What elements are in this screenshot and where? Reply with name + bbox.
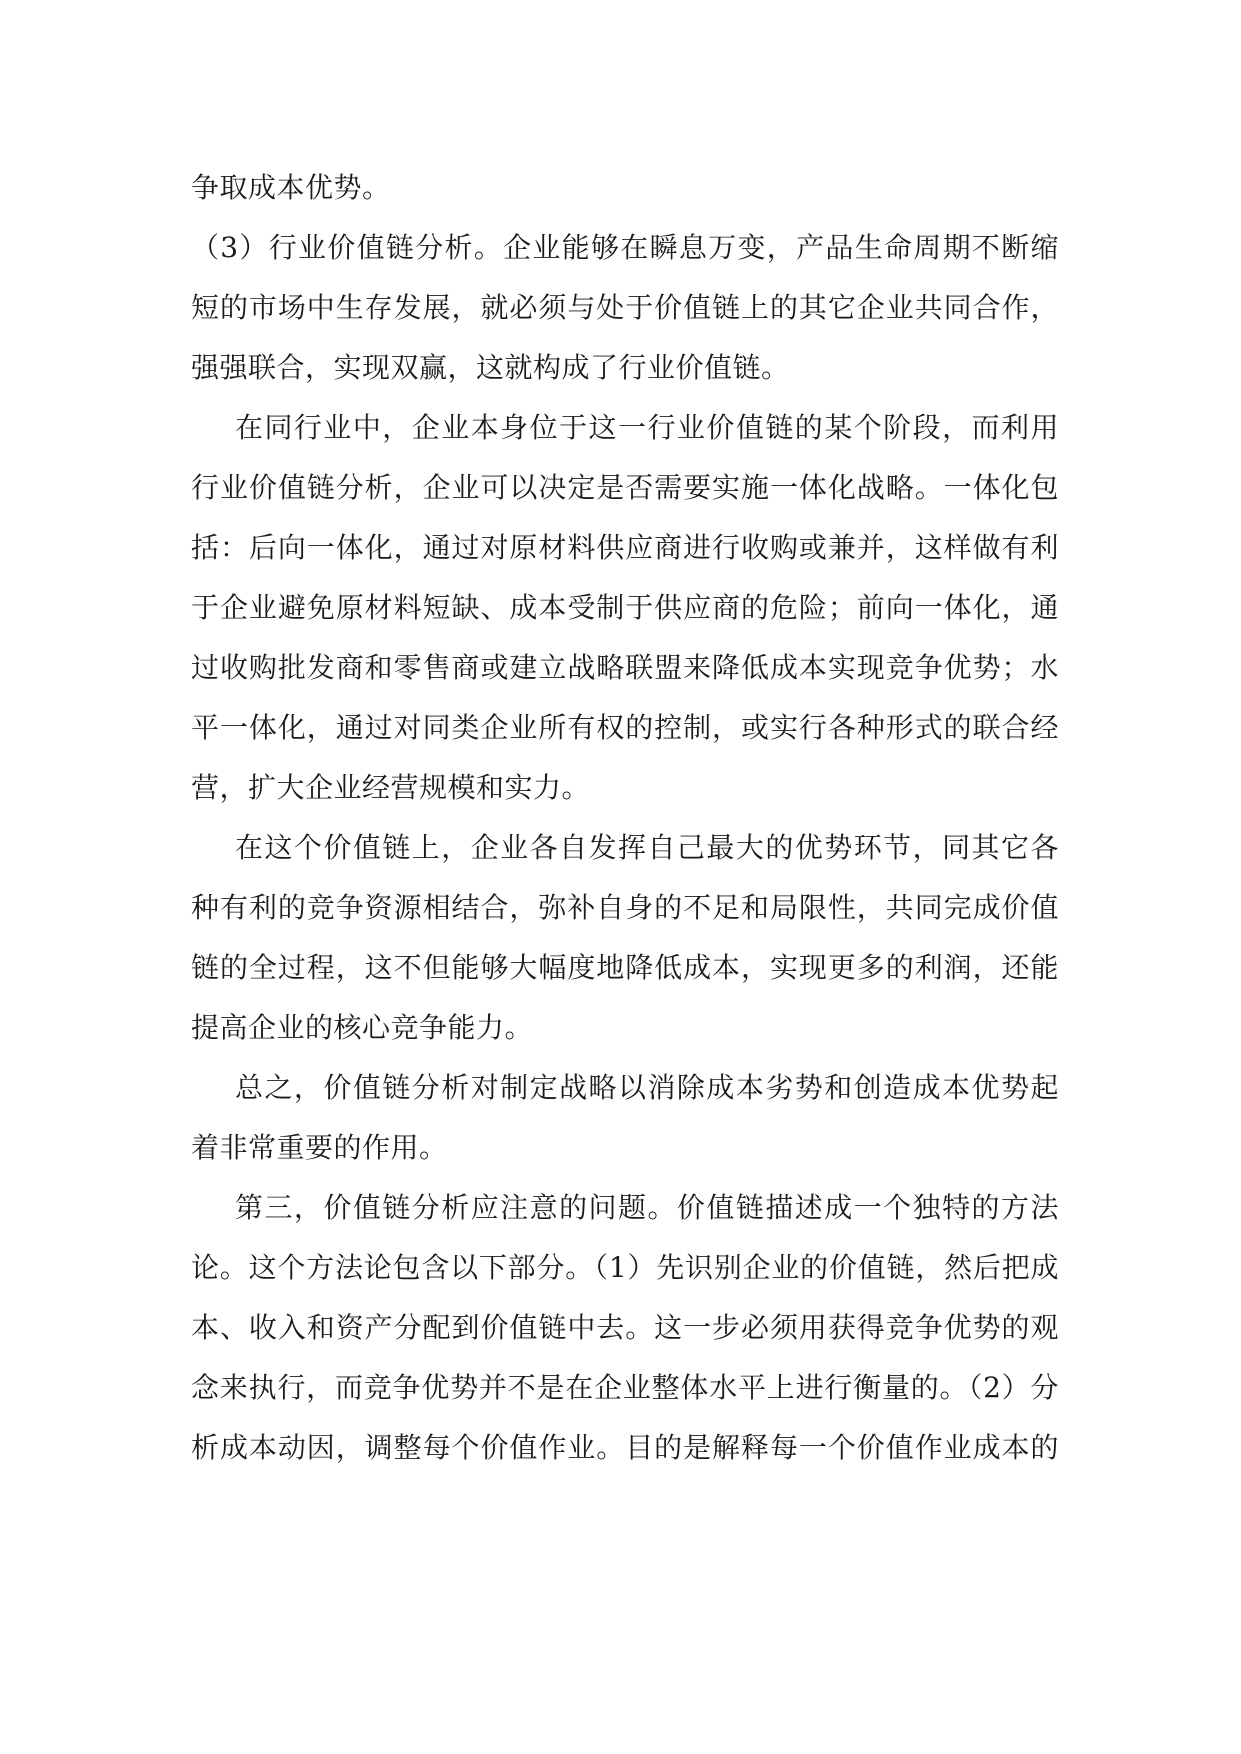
text-line: 行业价值链分析，企业可以决定是否需要实施一体化战略。一体化包 (191, 471, 1059, 504)
body-text (191, 158, 1059, 1478)
text-line: 第三，价值链分析应注意的问题。价值链描述成一个独特的方法 (235, 1191, 1059, 1224)
text-line: 念来执行，而竞争优势并不是在企业整体水平上进行衡量的。（2）分 (191, 1371, 1059, 1404)
text-line: 提高企业的核心竞争能力。 (191, 1011, 534, 1044)
text-line: 链的全过程，这不但能够大幅度地降低成本，实现更多的利润，还能 (191, 951, 1059, 984)
text-line: 括：后向一体化，通过对原材料供应商进行收购或兼并，这样做有利 (191, 531, 1059, 564)
text-line: 本、收入和资产分配到价值链中去。这一步必须用获得竞争优势的观 (191, 1311, 1059, 1344)
text-line: 论。这个方法论包含以下部分。（1）先识别企业的价值链，然后把成 (191, 1251, 1059, 1284)
text-line: 过收购批发商和零售商或建立战略联盟来降低成本实现竞争优势；水 (191, 651, 1059, 684)
text-line: 在这个价值链上，企业各自发挥自己最大的优势环节，同其它各 (235, 831, 1059, 864)
text-line: 析成本动因，调整每个价值作业。目的是解释每一个价值作业成本的 (191, 1431, 1059, 1464)
text-line: 营，扩大企业经营规模和实力。 (191, 771, 591, 804)
text-line: 总之，价值链分析对制定战略以消除成本劣势和创造成本优势起 (235, 1071, 1059, 1104)
text-line: 强强联合，实现双赢，这就构成了行业价值链。 (191, 351, 790, 384)
text-line: 于企业避免原材料短缺、成本受制于供应商的危险；前向一体化，通 (191, 591, 1059, 624)
text-line: 短的市场中生存发展，就必须与处于价值链上的其它企业共同合作， (191, 291, 1059, 324)
text-line: 在同行业中，企业本身位于这一行业价值链的某个阶段，而利用 (235, 411, 1059, 444)
text-line: 着非常重要的作用。 (191, 1131, 448, 1164)
text-line: （3）行业价值链分析。企业能够在瞬息万变，产品生命周期不断缩 (191, 231, 1059, 264)
text-line: 种有利的竞争资源相结合，弥补自身的不足和局限性，共同完成价值 (191, 891, 1059, 924)
text-line: 争取成本优势。 (191, 171, 391, 204)
text-line: 平一体化，通过对同类企业所有权的控制，或实行各种形式的联合经 (191, 711, 1059, 744)
